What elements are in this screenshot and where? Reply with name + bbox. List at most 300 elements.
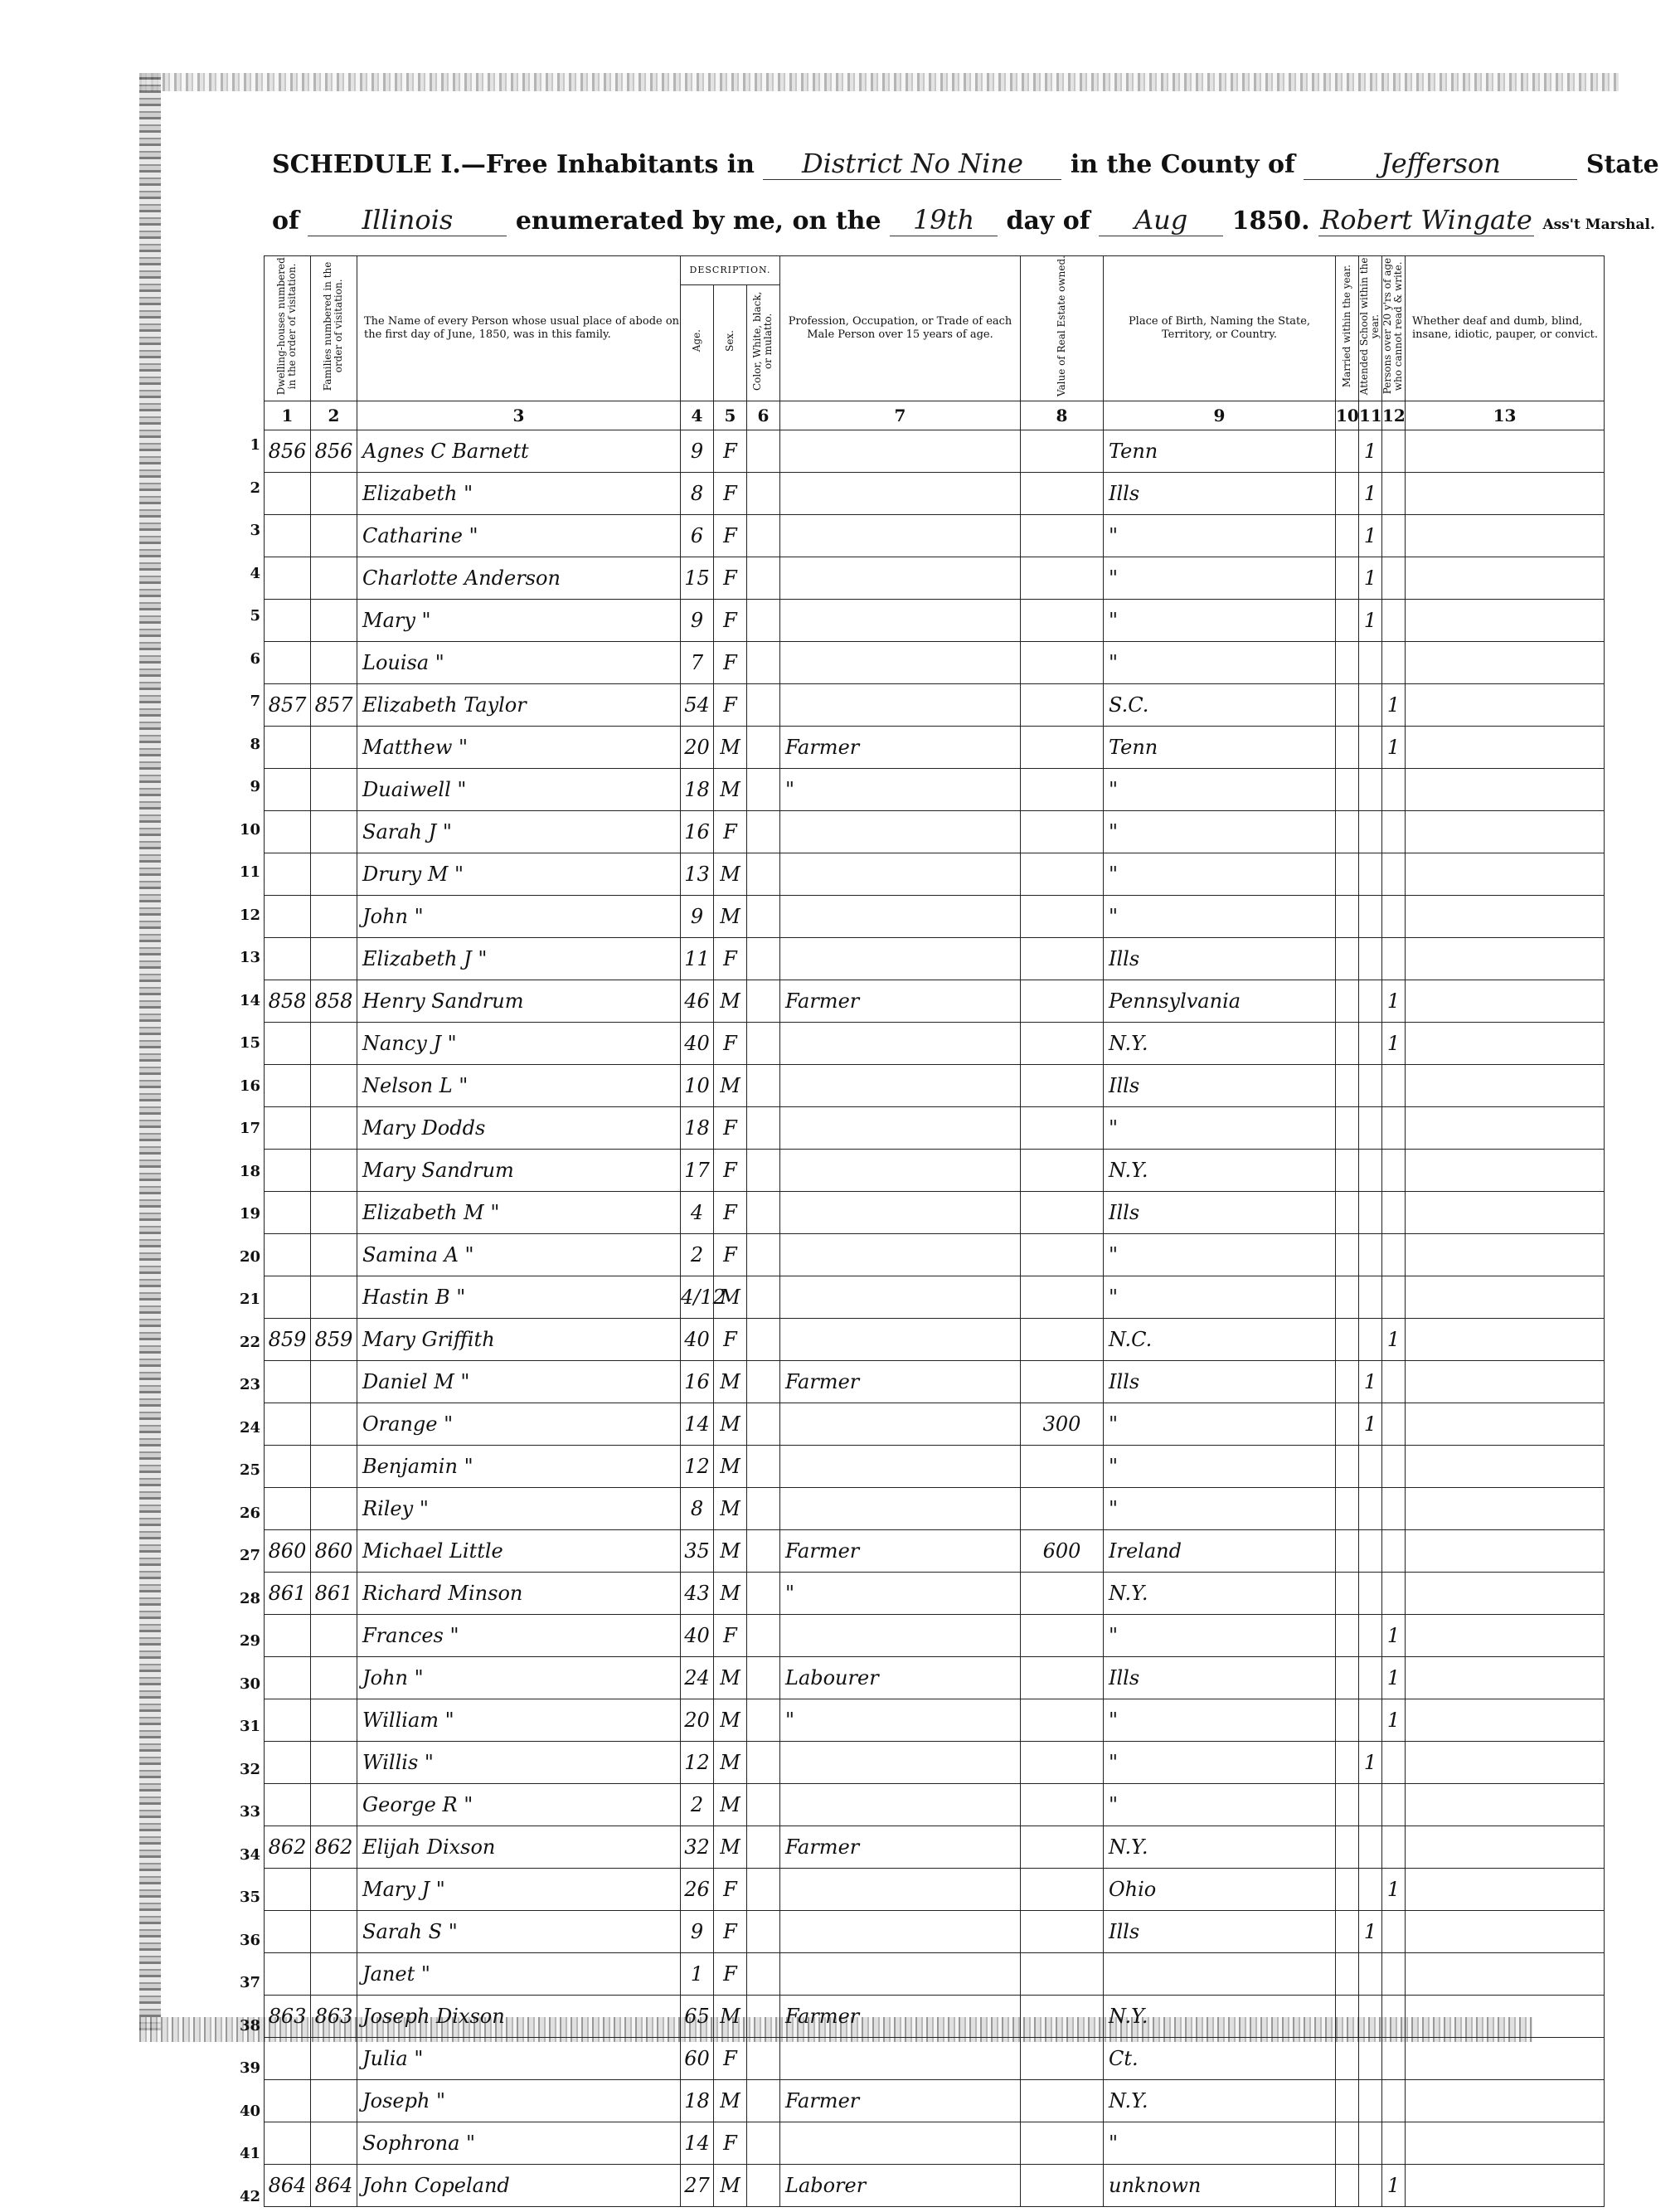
cell-name: Mary " [357,600,681,642]
cell-real-estate [1021,1234,1104,1276]
cell-name: John " [357,896,681,938]
cell-age: 54 [681,684,714,727]
cell-school [1359,1234,1382,1276]
cell-birthplace: " [1104,769,1336,811]
day-of-label: day of [1006,207,1090,236]
cell-married [1336,727,1359,769]
col-sex-header: Sex. [714,285,747,401]
cell-married [1336,1911,1359,1953]
cell-occupation [780,473,1021,515]
cell-age: 40 [681,1319,714,1361]
table-row [265,2165,1605,2207]
cell-real-estate [1021,1996,1104,2038]
cell-condition [1406,1953,1605,1996]
cell-sex: M [714,1530,747,1573]
cell-dwelling [265,2080,311,2122]
cell-name: Drury M " [357,853,681,896]
col-birthplace-header: Place of Birth, Naming the State, Territory, or Country. [1104,256,1336,401]
table-row [265,1192,1605,1234]
cell-cannot-read [1382,2038,1406,2080]
cell-dwelling [265,727,311,769]
cell-dwelling [265,1065,311,1107]
cell-school [1359,1065,1382,1107]
cell-sex: M [714,1742,747,1784]
cell-married [1336,1446,1359,1488]
cell-married [1336,1699,1359,1742]
cell-occupation [780,1784,1021,1826]
cell-sex: M [714,1573,747,1615]
cell-family [311,642,357,684]
cell-name: Elizabeth M " [357,1192,681,1234]
cell-age: 2 [681,1784,714,1826]
cell-name: Mary Sandrum [357,1150,681,1192]
cell-family [311,557,357,600]
scan-left-edge [139,73,161,2030]
cell-age: 4 [681,1192,714,1234]
cell-dwelling [265,1361,311,1403]
cell-married [1336,1319,1359,1361]
cell-occupation [780,1023,1021,1065]
line-number: 9 [250,778,260,795]
cell-school: 1 [1359,557,1382,600]
cell-sex: F [714,515,747,557]
cell-school [1359,727,1382,769]
cell-birthplace: " [1104,811,1336,853]
cell-married [1336,473,1359,515]
line-number: 25 [239,1461,260,1479]
schedule-label: SCHEDULE I.—Free Inhabitants in [272,150,755,179]
cell-name: Mary Dodds [357,1107,681,1150]
day-field: 19th [890,204,998,236]
cell-cannot-read: 1 [1382,1699,1406,1742]
cell-occupation: Farmer [780,2080,1021,2122]
cell-dwelling [265,515,311,557]
cell-occupation [780,811,1021,853]
cell-sex: F [714,430,747,473]
cell-birthplace: Ills [1104,1657,1336,1699]
line-number: 38 [239,2016,260,2035]
col-occupation-header: Profession, Occupation, or Trade of each Male Person over 15 years of age. [780,256,1021,401]
cell-sex: M [714,896,747,938]
cell-color [747,642,780,684]
cell-real-estate [1021,1742,1104,1784]
cell-sex: M [714,1488,747,1530]
cell-name: Richard Minson [357,1573,681,1615]
cell-birthplace: N.Y. [1104,2080,1336,2122]
cell-birthplace: " [1104,1446,1336,1488]
cell-occupation [780,642,1021,684]
cell-real-estate [1021,1488,1104,1530]
cell-color [747,1953,780,1996]
cell-birthplace: Tenn [1104,727,1336,769]
cell-cannot-read [1382,1403,1406,1446]
cell-real-estate [1021,1953,1104,1996]
cell-married [1336,430,1359,473]
table-row [265,853,1605,896]
cell-real-estate [1021,853,1104,896]
cell-age: 10 [681,1065,714,1107]
cell-school [1359,2122,1382,2165]
cell-school [1359,1573,1382,1615]
cell-real-estate [1021,1192,1104,1234]
cell-married [1336,1784,1359,1826]
table-row [265,1615,1605,1657]
cell-married [1336,1403,1359,1446]
line-number: 29 [239,1632,260,1650]
line-number: 13 [239,949,260,966]
cell-condition [1406,1911,1605,1953]
cell-married [1336,811,1359,853]
cell-age: 9 [681,430,714,473]
cell-birthplace [1104,1953,1336,1996]
cell-family [311,853,357,896]
cell-school [1359,1657,1382,1699]
cell-family [311,1699,357,1742]
cell-age: 13 [681,853,714,896]
cell-sex: F [714,1615,747,1657]
cell-birthplace: N.C. [1104,1319,1336,1361]
cell-occupation [780,2038,1021,2080]
cell-occupation [780,1953,1021,1996]
cell-family [311,1361,357,1403]
cell-dwelling [265,1911,311,1953]
cell-school [1359,980,1382,1023]
cell-name: Mary Griffith [357,1319,681,1361]
line-number: 23 [239,1376,260,1393]
cell-school: 1 [1359,473,1382,515]
line-number: 8 [250,735,260,753]
cell-family [311,473,357,515]
cell-cannot-read [1382,1911,1406,1953]
line-number: 15 [239,1034,260,1052]
cell-real-estate [1021,557,1104,600]
cell-age: 2 [681,1234,714,1276]
cell-birthplace: Ireland [1104,1530,1336,1573]
cell-cannot-read [1382,515,1406,557]
cell-family [311,1911,357,1953]
cell-condition [1406,980,1605,1023]
cell-occupation: Labourer [780,1657,1021,1699]
cell-age: 16 [681,1361,714,1403]
column-number: 1 [265,401,311,430]
line-number: 1 [250,436,260,454]
cell-age: 40 [681,1615,714,1657]
cell-dwelling [265,557,311,600]
cell-dwelling [265,473,311,515]
cell-real-estate [1021,473,1104,515]
cell-condition [1406,1573,1605,1615]
cell-dwelling [265,2038,311,2080]
line-number: 31 [239,1718,260,1735]
table-row [265,769,1605,811]
cell-married [1336,1234,1359,1276]
cell-married [1336,2038,1359,2080]
column-number: 10 [1336,401,1359,430]
cell-family [311,1742,357,1784]
cell-sex: F [714,1234,747,1276]
cell-sex: F [714,1150,747,1192]
cell-occupation: Farmer [780,1826,1021,1869]
cell-school [1359,853,1382,896]
table-body [265,430,1605,2207]
cell-birthplace: N.Y. [1104,1023,1336,1065]
cell-family [311,600,357,642]
column-number: 7 [780,401,1021,430]
cell-sex: M [714,1361,747,1403]
cell-school [1359,1996,1382,2038]
cell-cannot-read: 1 [1382,980,1406,1023]
cell-age: 18 [681,769,714,811]
cell-dwelling [265,1784,311,1826]
line-number: 10 [239,820,260,839]
cell-real-estate [1021,769,1104,811]
line-number: 16 [239,1077,260,1095]
cell-color [747,1615,780,1657]
cell-real-estate [1021,2122,1104,2165]
cell-age: 12 [681,1446,714,1488]
cell-color [747,430,780,473]
line-number: 11 [239,863,260,881]
col-cannot-read-header: Persons over 20 y'rs of age who cannot read & write. [1382,256,1406,401]
cell-sex: M [714,1276,747,1319]
cell-family [311,1234,357,1276]
cell-occupation [780,1911,1021,1953]
cell-dwelling [265,1234,311,1276]
cell-school [1359,684,1382,727]
cell-sex: F [714,557,747,600]
col-name-header: The Name of every Person whose usual place of abode on the first day of June, 1850, was in this family. [357,256,681,401]
cell-family [311,1107,357,1150]
cell-name: Elizabeth " [357,473,681,515]
cell-family [311,2038,357,2080]
cell-real-estate [1021,600,1104,642]
table-row [265,1699,1605,1742]
cell-condition [1406,2080,1605,2122]
line-number: 39 [239,2059,260,2077]
line-number: 24 [239,1418,260,1437]
cell-name: Benjamin " [357,1446,681,1488]
cell-married [1336,1107,1359,1150]
cell-age: 20 [681,1699,714,1742]
cell-sex: F [714,642,747,684]
line-number: 32 [239,1760,260,1778]
cell-sex: M [714,1826,747,1869]
cell-occupation [780,853,1021,896]
cell-age: 11 [681,938,714,980]
cell-birthplace: Ills [1104,1911,1336,1953]
cell-condition [1406,727,1605,769]
cell-cannot-read [1382,1234,1406,1276]
cell-married [1336,769,1359,811]
line-number: 34 [239,1845,260,1864]
cell-dwelling [265,1615,311,1657]
cell-married [1336,2165,1359,2207]
cell-real-estate [1021,727,1104,769]
line-number: 36 [239,1931,260,1949]
cell-birthplace: Ills [1104,938,1336,980]
cell-birthplace: " [1104,1276,1336,1319]
cell-sex: M [714,769,747,811]
table-row [265,980,1605,1023]
cell-color [747,1361,780,1403]
cell-family [311,811,357,853]
cell-condition [1406,1107,1605,1150]
table-row [265,473,1605,515]
table-row [265,1150,1605,1192]
cell-married [1336,1361,1359,1403]
col-married-header: Married within the year. [1336,256,1359,401]
cell-condition [1406,1403,1605,1446]
cell-cannot-read: 1 [1382,1023,1406,1065]
table-row [265,1319,1605,1361]
table-row [265,1403,1605,1446]
cell-dwelling [265,1657,311,1699]
cell-age: 43 [681,1573,714,1615]
cell-real-estate: 300 [1021,1403,1104,1446]
cell-name: Michael Little [357,1530,681,1573]
cell-married [1336,1615,1359,1657]
cell-occupation [780,1742,1021,1784]
cell-birthplace: Ills [1104,1065,1336,1107]
cell-occupation [780,515,1021,557]
cell-birthplace: N.Y. [1104,1573,1336,1615]
line-number: 35 [239,1889,260,1906]
line-number: 22 [239,1333,260,1351]
cell-married [1336,896,1359,938]
cell-school [1359,1150,1382,1192]
schedule-header-line [272,148,1659,180]
col-dwelling-header: Dwelling-houses numbered in the order of visitation. [265,256,311,401]
column-number: 12 [1382,401,1406,430]
cell-age: 12 [681,1742,714,1784]
cell-color [747,473,780,515]
cell-school [1359,1023,1382,1065]
cell-family [311,1065,357,1107]
cell-school [1359,1869,1382,1911]
cell-name: William " [357,1699,681,1742]
cell-real-estate [1021,2165,1104,2207]
cell-condition [1406,1023,1605,1065]
line-number: 33 [239,1803,260,1821]
cell-married [1336,557,1359,600]
cell-dwelling: 864 [265,2165,311,2207]
cell-name: Hastin B " [357,1276,681,1319]
cell-real-estate [1021,1319,1104,1361]
cell-occupation: Farmer [780,1996,1021,2038]
cell-name: Mary J " [357,1869,681,1911]
cell-family [311,515,357,557]
cell-name: Joseph " [357,2080,681,2122]
cell-married [1336,1065,1359,1107]
cell-age: 14 [681,2122,714,2165]
cell-school: 1 [1359,430,1382,473]
cell-age: 17 [681,1150,714,1192]
cell-sex: M [714,853,747,896]
line-number: 4 [250,564,260,582]
cell-condition [1406,896,1605,938]
cell-real-estate [1021,1107,1104,1150]
cell-school [1359,1699,1382,1742]
cell-condition [1406,1869,1605,1911]
table-row [265,2080,1605,2122]
cell-cannot-read [1382,642,1406,684]
cell-cannot-read [1382,1276,1406,1319]
cell-sex: F [714,2038,747,2080]
cell-cannot-read: 1 [1382,684,1406,727]
cell-family: 861 [311,1573,357,1615]
cell-cannot-read: 1 [1382,1657,1406,1699]
cell-age: 16 [681,811,714,853]
cell-sex: F [714,2122,747,2165]
cell-family [311,2122,357,2165]
cell-color [747,811,780,853]
cell-color [747,2080,780,2122]
cell-condition [1406,1488,1605,1530]
cell-school [1359,1276,1382,1319]
cell-sex: M [714,1784,747,1826]
county-label: in the County of [1070,150,1295,179]
cell-condition [1406,1065,1605,1107]
line-number: 19 [239,1205,260,1223]
cell-married [1336,684,1359,727]
column-number: 5 [714,401,747,430]
cell-married [1336,1826,1359,1869]
cell-birthplace: " [1104,896,1336,938]
cell-school [1359,1319,1382,1361]
column-number-row [265,401,1605,430]
cell-color [747,1023,780,1065]
district-field: District No Nine [763,148,1061,180]
cell-occupation [780,430,1021,473]
cell-family: 862 [311,1826,357,1869]
cell-color [747,1911,780,1953]
cell-condition [1406,1699,1605,1742]
cell-occupation: " [780,1573,1021,1615]
cell-color [747,1150,780,1192]
cell-married [1336,1023,1359,1065]
cell-married [1336,600,1359,642]
cell-dwelling: 861 [265,1573,311,1615]
cell-family [311,1446,357,1488]
table-row [265,1996,1605,2038]
cell-birthplace: " [1104,515,1336,557]
table-row [265,1023,1605,1065]
cell-dwelling [265,1742,311,1784]
cell-age: 18 [681,2080,714,2122]
cell-family: 856 [311,430,357,473]
cell-family [311,1276,357,1319]
cell-cannot-read [1382,557,1406,600]
cell-cannot-read [1382,896,1406,938]
cell-occupation [780,896,1021,938]
description-header: DESCRIPTION. [681,256,780,285]
cell-real-estate [1021,1869,1104,1911]
cell-dwelling [265,600,311,642]
cell-name: Julia " [357,2038,681,2080]
cell-condition [1406,1361,1605,1403]
cell-condition [1406,1446,1605,1488]
cell-age: 1 [681,1953,714,1996]
cell-married [1336,1150,1359,1192]
col-real-estate-header: Value of Real Estate owned. [1021,256,1104,401]
scan-top-edge [139,73,1619,91]
cell-condition [1406,642,1605,684]
cell-color [747,515,780,557]
line-number: 2 [250,479,260,497]
table-row [265,1953,1605,1996]
cell-real-estate [1021,811,1104,853]
cell-cannot-read [1382,2122,1406,2165]
